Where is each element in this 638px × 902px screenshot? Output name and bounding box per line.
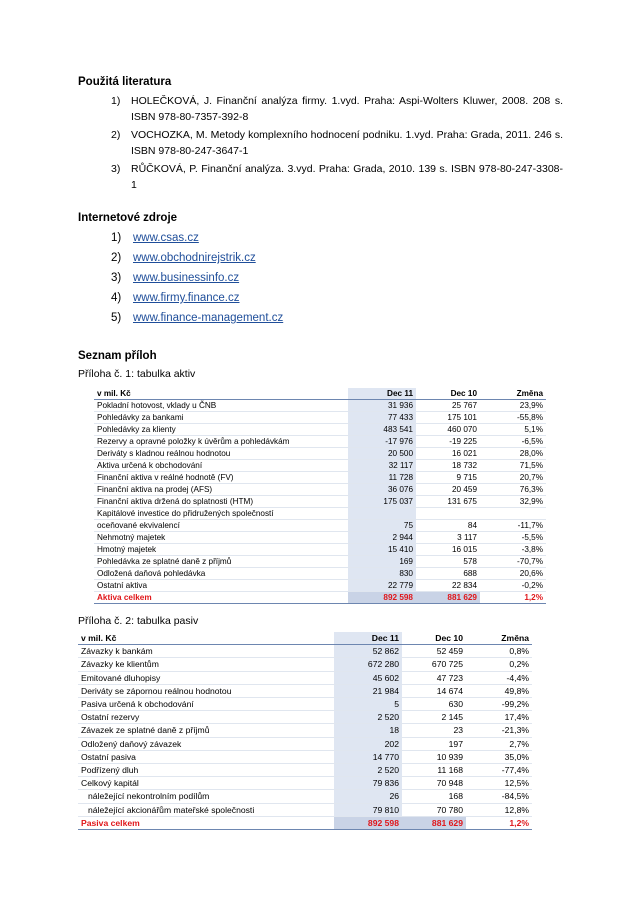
literature-item (111, 162, 563, 193)
cell-dec11: 32 117 (348, 460, 416, 472)
cell-dec11: Dec 11 (348, 388, 416, 400)
cell-dec11: 892 598 (348, 592, 416, 604)
table-row (94, 412, 546, 424)
cell-label: v mil. Kč (78, 632, 334, 645)
cell-dec10: 16 021 (416, 448, 480, 460)
cell-label: Deriváty s kladnou reálnou hodnotou (94, 448, 348, 460)
cell-change: 23,9% (480, 400, 546, 412)
cell-dec11: Dec 11 (334, 632, 402, 645)
cell-change: Změna (466, 632, 532, 645)
cell-label: Aktiva určená k obchodování (94, 460, 348, 472)
table-row (78, 711, 532, 724)
cell-change: -55,8% (480, 412, 546, 424)
internet-link[interactable]: www.businessinfo.cz (133, 272, 240, 284)
cell-change: 0,8% (466, 645, 532, 658)
table-row (94, 472, 546, 484)
cell-change: -6,5% (480, 436, 546, 448)
table-row (78, 698, 532, 711)
internet-link-item (111, 288, 283, 308)
cell-dec11: 18 (334, 724, 402, 737)
cell-dec10: 18 732 (416, 460, 480, 472)
cell-dec11: 202 (334, 737, 402, 750)
table-row (94, 424, 546, 436)
cell-change: -99,2% (466, 698, 532, 711)
cell-label: Závazek ze splatné daně z příjmů (78, 724, 334, 737)
cell-change: 20,6% (480, 568, 546, 580)
cell-change: 20,7% (480, 472, 546, 484)
cell-change: -11,7% (480, 520, 546, 532)
internet-link-item (111, 268, 283, 288)
cell-dec11: 31 936 (348, 400, 416, 412)
cell-dec10: 2 145 (402, 711, 466, 724)
internet-links-list (111, 228, 283, 328)
internet-link[interactable]: www.finance-management.cz (133, 312, 284, 324)
cell-change: 0,2% (466, 658, 532, 671)
internet-link-number: 3) (111, 272, 122, 284)
literature-item-number: 2) (111, 129, 121, 141)
cell-change: 76,3% (480, 484, 546, 496)
cell-label: Pasiva určená k obchodování (78, 698, 334, 711)
cell-dec10: 10 939 (402, 750, 466, 763)
cell-dec10: 688 (416, 568, 480, 580)
cell-label: Kapitálové investice do přidružených společností (94, 508, 348, 520)
cell-dec11: 79 836 (334, 777, 402, 790)
internet-sources-heading: Internetové zdroje (78, 212, 178, 224)
table-row (94, 400, 546, 412)
cell-change: 49,8% (466, 684, 532, 697)
cell-label: Odložená daňová pohledávka (94, 568, 348, 580)
table-row (94, 580, 546, 592)
cell-dec11: 15 410 (348, 544, 416, 556)
cell-change: 28,0% (480, 448, 546, 460)
cell-dec10: 881 629 (416, 592, 480, 604)
cell-dec10: 52 459 (402, 645, 466, 658)
cell-dec10: 25 767 (416, 400, 480, 412)
cell-dec10: 22 834 (416, 580, 480, 592)
table-header-row (78, 632, 532, 645)
cell-dec11: 14 770 (334, 750, 402, 763)
cell-dec10: 881 629 (402, 816, 466, 829)
cell-label: Odložený daňový závazek (78, 737, 334, 750)
cell-dec10: 197 (402, 737, 466, 750)
cell-label: Podřízený dluh (78, 764, 334, 777)
table-row (94, 520, 546, 532)
table-row (94, 556, 546, 568)
cell-label: Celkový kapitál (78, 777, 334, 790)
cell-change (480, 508, 546, 520)
table-row (94, 496, 546, 508)
cell-label: Finanční aktiva v reálné hodnotě (FV) (94, 472, 348, 484)
cell-label: náležející akcionářům mateřské společnosti (78, 803, 334, 816)
cell-change: Změna (480, 388, 546, 400)
cell-change: -21,3% (466, 724, 532, 737)
table-row (94, 508, 546, 520)
internet-link[interactable]: www.obchodnirejstrik.cz (133, 252, 256, 264)
cell-change: 17,4% (466, 711, 532, 724)
table-row (94, 436, 546, 448)
cell-dec10: 131 675 (416, 496, 480, 508)
assets-table (94, 388, 546, 604)
table-row (78, 790, 532, 803)
cell-dec10: -19 225 (416, 436, 480, 448)
table-row (94, 460, 546, 472)
table-total-row (94, 592, 546, 604)
cell-dec10: 70 780 (402, 803, 466, 816)
cell-label: v mil. Kč (94, 388, 348, 400)
cell-change: 12,8% (466, 803, 532, 816)
cell-dec11: 45 602 (334, 671, 402, 684)
cell-dec10: 14 674 (402, 684, 466, 697)
literature-heading: Použitá literatura (78, 76, 172, 88)
cell-change: 32,9% (480, 496, 546, 508)
liabilities-table (78, 632, 532, 830)
cell-dec11 (348, 508, 416, 520)
cell-label: Pasiva celkem (78, 816, 334, 829)
table-row (78, 645, 532, 658)
table-row (94, 448, 546, 460)
table-row (78, 750, 532, 763)
cell-dec10: 20 459 (416, 484, 480, 496)
cell-dec10: 23 (402, 724, 466, 737)
cell-dec10: Dec 10 (402, 632, 466, 645)
cell-dec10: 84 (416, 520, 480, 532)
cell-dec10: 16 015 (416, 544, 480, 556)
cell-dec11: 483 541 (348, 424, 416, 436)
internet-link-number: 2) (111, 252, 122, 264)
cell-dec11: 75 (348, 520, 416, 532)
cell-dec11: 77 433 (348, 412, 416, 424)
cell-change: -4,4% (466, 671, 532, 684)
literature-item-text: RŮČKOVÁ, P. Finanční analýza. 3.vyd. Praha: Grada, 2010. 139 s. ISBN 978-80-247-3308-1 (131, 163, 563, 191)
cell-dec11: -17 976 (348, 436, 416, 448)
cell-dec10: 47 723 (402, 671, 466, 684)
cell-dec10: 630 (402, 698, 466, 711)
cell-dec11: 52 862 (334, 645, 402, 658)
table-row (94, 568, 546, 580)
table-row (78, 658, 532, 671)
table-row (78, 803, 532, 816)
cell-change: -70,7% (480, 556, 546, 568)
cell-label: Závazky k bankám (78, 645, 334, 658)
cell-dec11: 830 (348, 568, 416, 580)
cell-dec10: 670 725 (402, 658, 466, 671)
literature-item (111, 94, 563, 125)
cell-label: Aktiva celkem (94, 592, 348, 604)
cell-dec11: 175 037 (348, 496, 416, 508)
cell-dec11: 11 728 (348, 472, 416, 484)
cell-dec11: 2 520 (334, 711, 402, 724)
literature-item-number: 3) (111, 163, 121, 175)
table-row (78, 671, 532, 684)
cell-dec11: 22 779 (348, 580, 416, 592)
cell-dec10: 3 117 (416, 532, 480, 544)
cell-change: 12,5% (466, 777, 532, 790)
assets-caption: Příloha č. 1: tabulka aktiv (78, 368, 196, 380)
literature-list (111, 94, 563, 196)
cell-dec10 (416, 508, 480, 520)
cell-dec11: 5 (334, 698, 402, 711)
cell-label: Deriváty se zápornou reálnou hodnotou (78, 684, 334, 697)
cell-change: -77,4% (466, 764, 532, 777)
literature-item-number: 1) (111, 95, 121, 107)
cell-dec10: 175 101 (416, 412, 480, 424)
cell-label: Finanční aktiva držená do splatnosti (HTM) (94, 496, 348, 508)
cell-change: 2,7% (466, 737, 532, 750)
cell-label: Pohledávky za bankami (94, 412, 348, 424)
cell-dec11: 79 810 (334, 803, 402, 816)
table-row (78, 724, 532, 737)
cell-change: 1,2% (480, 592, 546, 604)
cell-label: Emitované dluhopisy (78, 671, 334, 684)
table-total-row (78, 816, 532, 829)
cell-dec11: 892 598 (334, 816, 402, 829)
cell-label: Ostatní pasiva (78, 750, 334, 763)
table-row (94, 532, 546, 544)
cell-change: -3,8% (480, 544, 546, 556)
cell-label: Finanční aktiva na prodej (AFS) (94, 484, 348, 496)
literature-item-text: VOCHOZKA, M. Metody komplexního hodnocení podniku. 1.vyd. Praha: Grada, 2011. 246 s. ISBN 978-80-247-3647-1 (131, 129, 563, 157)
cell-change: -0,2% (480, 580, 546, 592)
cell-change: 71,5% (480, 460, 546, 472)
cell-dec10: 460 070 (416, 424, 480, 436)
cell-dec10: 578 (416, 556, 480, 568)
cell-dec11: 2 520 (334, 764, 402, 777)
cell-dec10: 11 168 (402, 764, 466, 777)
cell-change: 35,0% (466, 750, 532, 763)
cell-dec10: 9 715 (416, 472, 480, 484)
cell-label: Pokladní hotovost, vklady u ČNB (94, 400, 348, 412)
cell-dec11: 2 944 (348, 532, 416, 544)
cell-dec10: 70 948 (402, 777, 466, 790)
table-row (78, 777, 532, 790)
internet-link[interactable]: www.csas.cz (133, 232, 199, 244)
literature-item-text: HOLEČKOVÁ, J. Finanční analýza firmy. 1.vyd. Praha: Aspi-Wolters Kluwer, 2008. 208 s. ISBN 978-80-7357-392-8 (131, 95, 563, 123)
internet-link-number: 1) (111, 232, 122, 244)
cell-dec11: 20 500 (348, 448, 416, 460)
table-row (78, 764, 532, 777)
cell-label: Pohledávky za klienty (94, 424, 348, 436)
cell-dec11: 36 076 (348, 484, 416, 496)
literature-item (111, 128, 563, 159)
table-row (94, 544, 546, 556)
cell-dec10: 168 (402, 790, 466, 803)
table-row (78, 684, 532, 697)
cell-change: 5,1% (480, 424, 546, 436)
cell-label: Pohledávka ze splatné daně z příjmů (94, 556, 348, 568)
cell-label: Ostatní rezervy (78, 711, 334, 724)
cell-dec11: 169 (348, 556, 416, 568)
cell-label: oceňované ekvivalencí (94, 520, 348, 532)
table-row (78, 737, 532, 750)
cell-label: Závazky ke klientům (78, 658, 334, 671)
internet-link-number: 4) (111, 292, 122, 304)
cell-change: 1,2% (466, 816, 532, 829)
cell-label: Ostatní aktiva (94, 580, 348, 592)
internet-link-item (111, 228, 283, 248)
cell-label: náležející nekontrolním podílům (78, 790, 334, 803)
cell-dec11: 26 (334, 790, 402, 803)
cell-change: -5,5% (480, 532, 546, 544)
cell-dec10: Dec 10 (416, 388, 480, 400)
cell-label: Nehmotný majetek (94, 532, 348, 544)
internet-link-item (111, 248, 283, 268)
table-row (94, 484, 546, 496)
cell-label: Hmotný majetek (94, 544, 348, 556)
internet-link[interactable]: www.firmy.finance.cz (133, 292, 240, 304)
cell-dec11: 21 984 (334, 684, 402, 697)
cell-dec11: 672 280 (334, 658, 402, 671)
internet-link-number: 5) (111, 312, 122, 324)
cell-change: -84,5% (466, 790, 532, 803)
cell-label: Rezervy a opravné položky k úvěrům a pohledávkám (94, 436, 348, 448)
internet-link-item (111, 308, 283, 328)
appendices-heading: Seznam příloh (78, 350, 157, 362)
liabilities-caption: Příloha č. 2: tabulka pasiv (78, 615, 199, 627)
table-header-row (94, 388, 546, 400)
